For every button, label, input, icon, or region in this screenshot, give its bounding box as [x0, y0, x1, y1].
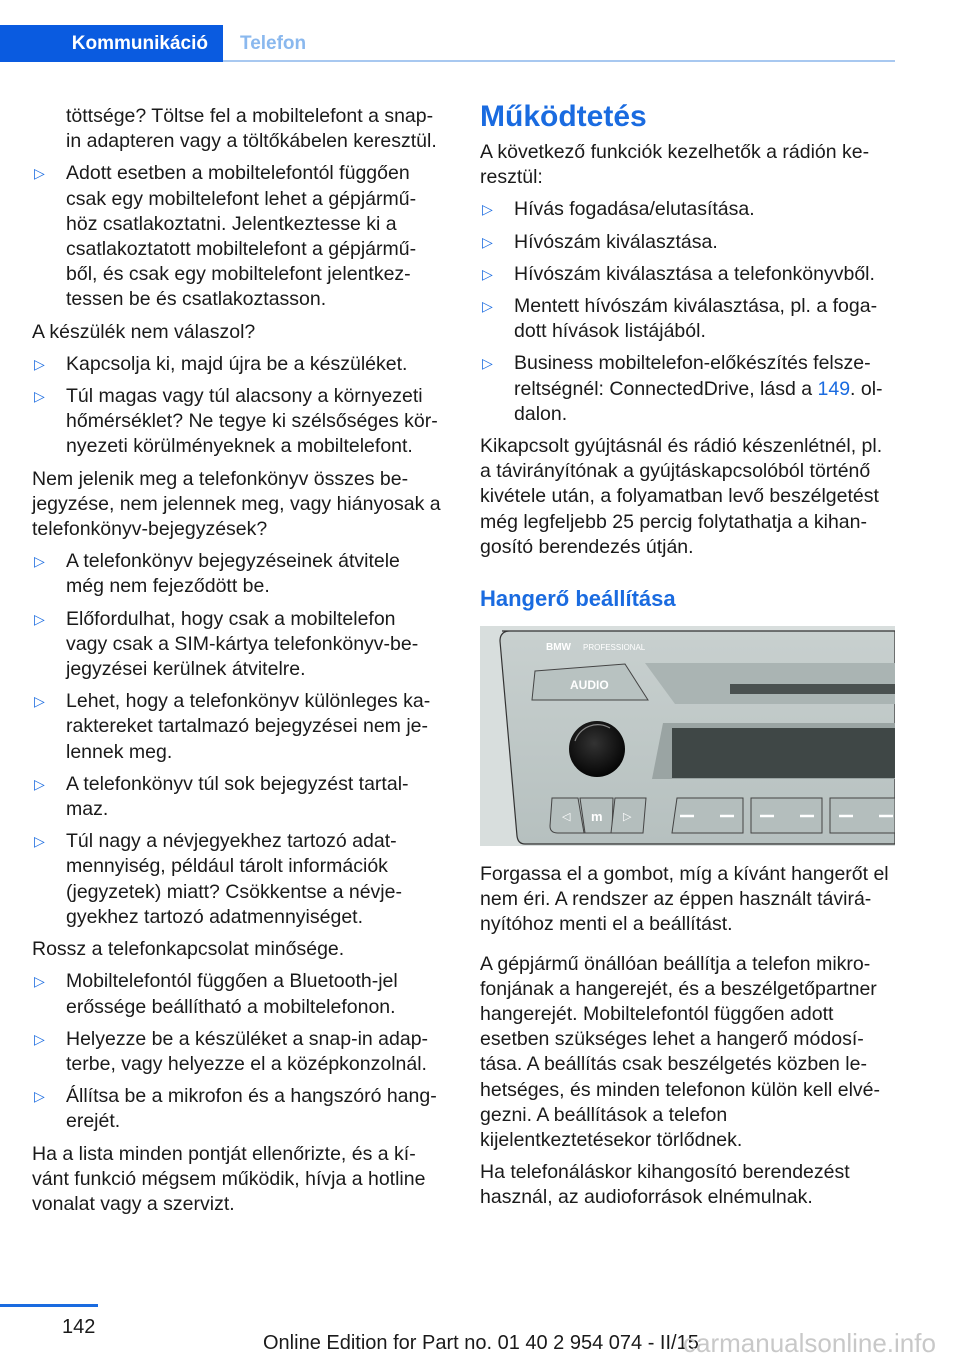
list-item [480, 197, 900, 222]
list-item-text: Adott esetben a mobiltelefontól függően csak egy mobiltelefont lehet a gépjármű- höz csatlakoztatni. Jelentkeztesse ki a csatlakoztatott mobiltelefont a gépjármű- ből, és csak egy mobiltelefont jelentkez- tessen be és csatlakoztasson. [66, 162, 417, 311]
m-button: m [591, 809, 603, 825]
closing-paragraph: Ha a lista minden pontját ellenőrizte, és a kí- vánt funkció mégsem működik, hívja a hotline vonalat vagy a szervizt. [32, 1142, 426, 1215]
list-item [32, 607, 452, 683]
edition-info: Online Edition for Part no. 01 40 2 954 074 - II/15 [263, 1332, 699, 1354]
list-item [32, 161, 452, 312]
bullet-icon: ▷ [482, 355, 493, 372]
list-item [32, 1084, 452, 1134]
list-item-text: Hívószám kiválasztása a telefonkönyvből. [514, 262, 875, 285]
list-item-text: Állítsa be a mikrofon és a hangszóró hang- erejét. [66, 1085, 437, 1133]
list-item [480, 262, 900, 287]
audio-button: AUDIO [570, 678, 609, 693]
bullet-icon: ▷ [34, 1088, 45, 1105]
list-item-text: A telefonkönyv túl sok bejegyzést tartal- maz. [66, 772, 409, 821]
intro-paragraph: A következő funkciók kezelhetők a rádión ke- resztül: [480, 141, 870, 189]
list-item-text: Mentett hívószám kiválasztása, pl. a foga- dott hívások listájából. [514, 295, 878, 343]
bullet-icon: ▷ [482, 298, 493, 315]
list-item [32, 1027, 452, 1077]
bullet-icon: ▷ [34, 355, 45, 372]
radio-panel-illustration [480, 626, 895, 846]
bullet-icon: ▷ [34, 833, 45, 850]
list-item-text: Business mobiltelefon-előkészítés felsze- reltségnél: ConnectedDrive, lásd a 149. ol- dalon. [514, 352, 883, 425]
list-item [480, 351, 900, 427]
bullet-icon: ▷ [482, 201, 493, 218]
list-item-text: Helyezze be a készüléket a snap-in adap- terbe, vagy helyezze el a középkonzolnál. [66, 1027, 429, 1075]
list-item [32, 772, 452, 822]
list-item-text: Túl nagy a névjegyekhez tartozó adat- mennyiség, például tárolt információk (jegyzetek) miatt? Csökkentse a névje- gyekhez tartozó adatmennyiséget. [66, 830, 402, 928]
section-heading: Működtetés [480, 100, 647, 133]
bullet-icon: ▷ [34, 553, 45, 570]
list-item-continuation: töttsége? Töltse fel a mobiltelefont a snap- in adapteren vagy a töltőkábelen keresztül. [66, 105, 437, 153]
bullet-icon: ▷ [34, 388, 45, 405]
list-item-text: Mobiltelefontól függően a Bluetooth-jel erőssége beállítható a mobiltelefonon. [66, 970, 398, 1018]
list-item [32, 829, 452, 930]
left-column [32, 104, 452, 1224]
bullet-icon: ▷ [34, 693, 45, 710]
right-column [480, 100, 900, 1218]
subsection-tab: Telefon [240, 33, 307, 54]
bullet-icon: ▷ [482, 233, 493, 250]
question: Rossz a telefonkapcsolat minősége. [32, 938, 345, 961]
bullet-icon: ▷ [482, 265, 493, 282]
list-item-text: Előfordulhat, hogy csak a mobiltelefon vagy csak a SIM-kártya telefonkönyv-be- jegyzései kerülnek átvitelre. [66, 607, 419, 681]
list-item [32, 549, 452, 599]
header-divider [223, 60, 895, 62]
watermark: carmanualsonline.info [683, 1328, 936, 1358]
list-item [32, 969, 452, 1019]
list-item-text: Lehet, hogy a telefonkönyv különleges ka- raktereket tartalmazó bejegyzései nem je- lennek meg. [66, 690, 431, 763]
paragraph: Kikapcsolt gyújtásnál és rádió készenlétnél, pl. a távirányítónak a gyújtáskapcsolóból történő kivétele után, a folyamatban levő beszélgetést még legfeljebb 25 percig folytathatja a kihan- gosító berendezés útján. [480, 435, 883, 558]
footer-divider [0, 1304, 98, 1307]
subsection-heading: Hangerő beállítása [480, 586, 676, 612]
brand-logo: BMW [546, 642, 571, 654]
list-item-text: Kapcsolja ki, majd újra be a készüléket. [66, 352, 408, 375]
question: Nem jelenik meg a telefonkönyv összes be- jegyzése, nem jelennek meg, vagy hiányosak a telefonkönyv-bejegyzések? [32, 467, 441, 541]
list-item-text: Hívás fogadása/elutasítása. [514, 198, 755, 221]
list-item [32, 384, 452, 460]
bullet-icon: ▷ [34, 165, 45, 182]
list-item-text: Hívószám kiválasztása. [514, 230, 718, 253]
list-item-text: A telefonkönyv bejegyzéseinek átvitele még nem fejeződött be. [66, 550, 400, 598]
paragraph: A gépjármű önállóan beállítja a telefon mikro- fonjának a hangerejét, és a beszélgetőpartner hangerejét. Mobiltelefontól függően adott esetben szükséges lehet a hangerő módosí- tása. A beállítás csak beszélgetés közben le- hetséges, és minden telefonon külön kell elvé- gezni. A beállítások a telefon kijelentkeztetésekor törlődnek. [480, 952, 880, 1152]
next-icon: ▷ [623, 811, 632, 824]
list-item [480, 294, 900, 344]
list-item-text: Túl magas vagy túl alacsony a környezeti hőmérséklet? Ne tegye ki szélsőséges kör- nyezeti körülményeknek a mobiltelefont. [66, 385, 438, 458]
section-tab: Kommunikáció [0, 25, 223, 62]
previous-icon: ◁ [562, 811, 571, 824]
list-item [32, 689, 452, 765]
bullet-icon: ▷ [34, 775, 45, 792]
paragraph: Forgassa el a gombot, míg a kívánt hangerőt el nem éri. A rendszer az éppen használt távirá- nyítóhoz menti el a beállítást. [480, 863, 889, 936]
bullet-icon: ▷ [34, 973, 45, 990]
list-item [32, 352, 452, 377]
page-link[interactable]: 149 [817, 377, 851, 400]
page-number: 142 [62, 1316, 96, 1338]
list-item [480, 230, 900, 255]
bullet-icon: ▷ [34, 1030, 45, 1047]
model-label: PROFESSIONAL [583, 643, 646, 653]
bullet-icon: ▷ [34, 610, 45, 627]
question: A készülék nem válaszol? [32, 320, 256, 343]
paragraph: Ha telefonáláskor kihangosító berendezést használ, az audioforrások elnémulnak. [480, 1161, 850, 1209]
